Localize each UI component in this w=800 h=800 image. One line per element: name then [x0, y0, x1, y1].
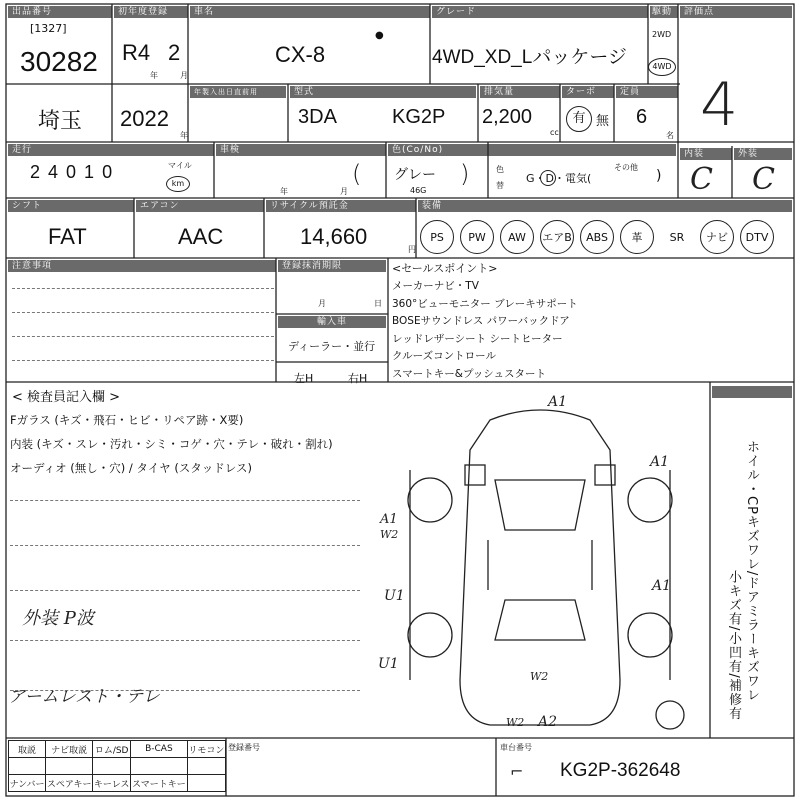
options-header [712, 386, 792, 398]
accessories-table [8, 740, 226, 792]
notes-line [12, 360, 274, 361]
sales-points-list [392, 278, 578, 384]
inspection-nen: 年 [280, 187, 288, 196]
damage-mark: W2 [506, 716, 525, 729]
inspection-header: 車検 [216, 144, 386, 156]
model-code-header: 型式 [290, 86, 476, 98]
mileage-digit: 0 [66, 162, 77, 182]
chassis-mark: ⌐ [510, 762, 524, 781]
model-header: 車名 [190, 6, 430, 18]
inspector-line [10, 545, 360, 546]
model-mark-icon: ● [375, 30, 384, 41]
accessory-cell: キーレス [93, 775, 131, 792]
mileage-digit: 1 [84, 162, 95, 182]
aircon-header: エアコン [136, 200, 264, 212]
damage-mark: U1 [384, 588, 405, 604]
notes-line [12, 312, 274, 313]
model-year-note: 年製入出日直前用 [190, 86, 286, 98]
accessory-cell: B-CAS [131, 741, 188, 758]
year-month: 2 [168, 40, 181, 65]
accessory-cell: ナンバー [9, 775, 46, 792]
region-value: 埼玉 [38, 108, 83, 133]
turbo-no: 無 [596, 114, 610, 129]
sales-points-title: <セールスポイント> [392, 262, 498, 275]
mileage-mile: マイル [168, 161, 192, 170]
year-nen-label: 年 [150, 71, 158, 80]
steering-left: 左H [294, 372, 314, 385]
inspector-line-1: Fガラス (キズ・飛石・ヒビ・リペア跡・X要) [10, 413, 244, 427]
model-code-prefix: 3DA [298, 106, 337, 128]
accessory-cell [187, 775, 225, 792]
inspector-hand-note-2: アームレスト・テレ [8, 687, 160, 707]
equipment-navi: ナビ [700, 220, 734, 254]
equipment-list [420, 220, 774, 254]
color-code: 46G [410, 186, 427, 195]
accessory-cell: スマートキー [131, 775, 188, 792]
lot-bracket: [1327] [30, 22, 67, 35]
color-header: 色(Co/No) [388, 144, 676, 156]
accessory-cell: ナビ取説 [46, 741, 93, 758]
equipment-leather: 革 [620, 220, 654, 254]
damage-mark: A1 [380, 512, 398, 527]
color-d-circle-icon [540, 170, 556, 186]
damage-mark: A1 [650, 454, 670, 470]
accessory-cell: リモコン [187, 741, 225, 758]
color-options-close: ) [656, 168, 662, 184]
displacement-header: 排気量 [480, 86, 560, 98]
sales-point-item: メーカーナビ・TV [392, 280, 479, 292]
equipment-aw: AW [500, 220, 534, 254]
interior-header: 内装 [680, 148, 732, 160]
inspector-line [10, 500, 360, 501]
turbo-yes-circled: 有 [566, 106, 592, 132]
side-text-col1: ホイル・CPキズワレ/ドアミラーキズワレ [744, 440, 759, 703]
mileage-digit: 4 [48, 162, 59, 182]
exterior-header: 外装 [734, 148, 792, 160]
inspector-title: < 検査員記入欄 > [12, 390, 121, 405]
accessory-cell: 取説 [9, 741, 46, 758]
year-tsuki-label: 月 [180, 71, 188, 80]
accessory-cell: スペアキー [46, 775, 93, 792]
damage-mark: A2 [538, 714, 558, 730]
chassis-label: 車台番号 [500, 743, 532, 752]
aircon-value: AAC [178, 224, 224, 249]
notes-line [12, 288, 274, 289]
score-value: 4 [700, 70, 739, 140]
color-options: G・D・電気( [526, 172, 592, 185]
shift-value: FAT [48, 224, 87, 249]
reg-deadline-day: 日 [374, 299, 382, 308]
equipment-pw: PW [460, 220, 494, 254]
turbo-header: ターボ [562, 86, 614, 98]
grade-header: グレード [432, 6, 648, 18]
inspector-line [10, 640, 360, 641]
equipment-dtv: DTV [740, 220, 774, 254]
capacity-value: 6 [636, 106, 648, 128]
equipment-abs: ABS [580, 220, 614, 254]
sales-point-item: 360°ビューモニター ブレーキサポート [392, 297, 578, 310]
sales-point-item: クルーズコントロール [392, 350, 496, 363]
reg-deadline-header: 登録抹消期限 [278, 260, 386, 272]
lot-header: 出品番号 [8, 6, 112, 18]
equipment-airbag: エアB [540, 220, 574, 254]
import-value: ディーラー・並行 [288, 340, 376, 353]
sales-point-item: レッドレザーシート シートヒーター [392, 332, 563, 345]
steering-right: 右H [348, 372, 368, 385]
color-label-1: 色 [496, 165, 504, 174]
inspection-tsuki: 月 [340, 187, 348, 196]
model-code: KG2P [392, 106, 446, 128]
color-label-2: 替 [496, 181, 504, 190]
damage-mark: U1 [378, 656, 399, 672]
inspector-line [10, 590, 360, 591]
recycle-unit: 円 [408, 245, 416, 254]
shift-header: シフト [8, 200, 134, 212]
mileage-km-circled: km [166, 176, 190, 192]
exterior-score-value: C [752, 162, 775, 197]
model-year-value: 2022 [120, 106, 169, 131]
sales-point-item: BOSEサウンドレス パワーバックドア [392, 315, 570, 328]
year-era: R4 [122, 40, 151, 65]
inspector-hand-note-1: 外装 P波 [22, 608, 94, 629]
car-diagram [370, 390, 710, 740]
inspector-line-3: オーディオ (無し・穴) / タイヤ (スタッドレス) [10, 461, 252, 475]
mileage-digits [30, 162, 112, 183]
notes-line [12, 336, 274, 337]
chassis-value: KG2P-362648 [560, 760, 681, 781]
drive-header: 駆動 [650, 6, 678, 18]
accessory-cell: ロム/SD [93, 741, 131, 758]
reg-no-label: 登録番号 [228, 743, 260, 752]
year-header: 初年度登録 [114, 6, 188, 18]
side-text-col2: 小キズ有/小凹有/補修有 [726, 570, 741, 721]
interior-score-value: C [690, 162, 713, 197]
grade-text: 4WD_XD_Lパッケージ [432, 47, 627, 68]
displacement-unit: cc [550, 128, 559, 137]
reg-deadline-month: 月 [318, 299, 326, 308]
mileage-digit: 2 [30, 162, 41, 182]
drive-2wd: 2WD [652, 30, 672, 39]
equipment-ps: PS [420, 220, 454, 254]
capacity-header: 定員 [616, 86, 678, 98]
capacity-unit: 名 [666, 131, 674, 140]
damage-mark: W2 [530, 670, 549, 683]
color-name: グレー [394, 167, 436, 183]
equipment-header: 装備 [418, 200, 792, 212]
damage-mark: A1 [652, 578, 672, 594]
model-name: CX-8 [275, 42, 326, 67]
score-header: 評価点 [680, 6, 792, 18]
color-paren-open: ( [352, 160, 362, 188]
recycle-value: 14,660 [300, 224, 368, 249]
notes-header: 注意事項 [8, 260, 276, 272]
mileage-header: 走行 [8, 144, 214, 156]
mileage-digit: 0 [102, 162, 113, 182]
sales-point-item: スマートキー&プッシュスタート [392, 367, 547, 380]
inspector-line-2: 内装 (キズ・スレ・汚れ・シミ・コゲ・穴・テレ・破れ・割れ) [10, 437, 333, 451]
color-paren-close: ) [460, 160, 470, 188]
displacement-value: 2,200 [482, 106, 533, 128]
import-header: 輸入車 [278, 316, 386, 328]
damage-mark: A1 [548, 394, 568, 410]
damage-mark: W2 [380, 528, 399, 541]
equipment-sr: SR [669, 230, 685, 244]
model-year-suffix: 年 [180, 131, 188, 140]
color-other: その他 [614, 163, 638, 172]
recycle-header: リサイクル預託金 [266, 200, 416, 212]
drive-4wd-circled: 4WD [648, 58, 676, 76]
lot-number: 30282 [20, 46, 98, 77]
